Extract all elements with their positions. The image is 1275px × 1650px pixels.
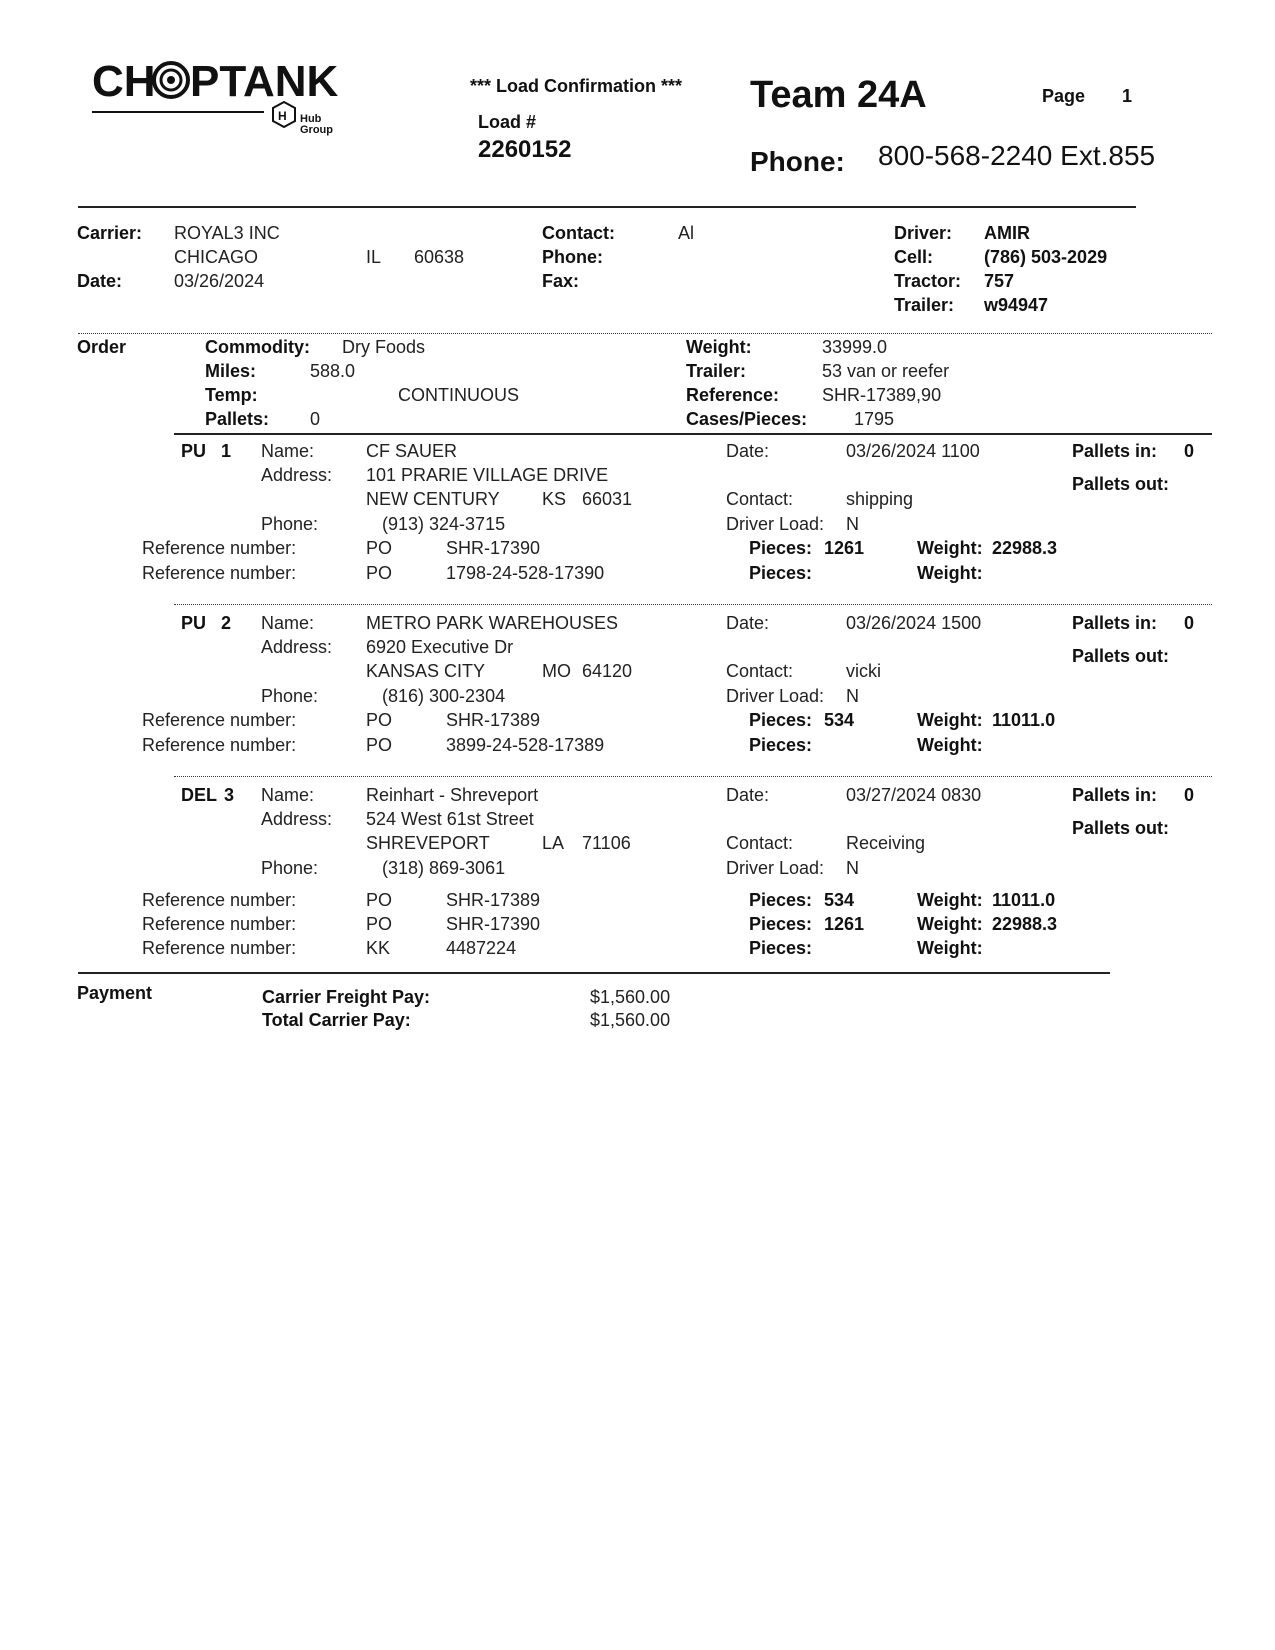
date-label: Date: <box>726 613 770 633</box>
driver-load-label: Driver Load: <box>726 686 825 706</box>
ref-number: SHR-17390 <box>446 914 541 934</box>
carrier-divider <box>78 333 1212 334</box>
trailer-value: w94947 <box>984 295 1049 315</box>
stop-name: CF SAUER <box>366 441 458 461</box>
stop-city: KANSAS CITY <box>366 661 486 681</box>
page-label: Page <box>1042 86 1086 106</box>
load-number: 2260152 <box>478 136 572 163</box>
phone-value: 800-568-2240 Ext.855 <box>878 140 1156 171</box>
stop-address: 6920 Executive Dr <box>366 637 514 657</box>
payment-section-label: Payment <box>77 983 153 1003</box>
miles-value: 588.0 <box>310 361 356 381</box>
ref-number: 1798-24-528-17390 <box>446 563 605 583</box>
ref-pieces: 534 <box>824 890 855 910</box>
date-label: Date: <box>726 785 770 805</box>
svg-text:H: H <box>278 109 287 123</box>
stop-state: KS <box>542 489 567 509</box>
pallets-in-label: Pallets in: <box>1072 785 1158 805</box>
stop-name: METRO PARK WAREHOUSES <box>366 613 619 633</box>
stop-driver-load: N <box>846 686 859 706</box>
driver-label: Driver: <box>894 223 953 243</box>
stop-address: 524 West 61st Street <box>366 809 534 829</box>
carrier-label: Carrier: <box>77 223 143 243</box>
stop-city: NEW CENTURY <box>366 489 500 509</box>
pallets-out-label: Pallets out: <box>1072 818 1170 838</box>
phone-label: Phone: <box>261 514 319 534</box>
cases-value: 1795 <box>854 409 895 429</box>
pallets-in-label: Pallets in: <box>1072 613 1158 633</box>
stop-type: DEL <box>181 785 217 805</box>
pieces-label: Pieces: <box>749 914 813 934</box>
phone-label: Phone: <box>261 858 319 878</box>
stop-date: 03/26/2024 1500 <box>846 613 982 633</box>
total-pay-value: $1,560.00 <box>590 1010 671 1030</box>
commodity-label: Commodity: <box>205 337 310 357</box>
weight-label: Weight: <box>917 710 983 730</box>
weight-label: Weight: <box>917 563 983 583</box>
weight-label: Weight: <box>917 914 983 934</box>
pallets-label: Pallets: <box>205 409 270 429</box>
pallets-in-value: 0 <box>1184 441 1195 461</box>
page-number: 1 <box>1122 86 1133 106</box>
weight-label: Weight: <box>917 735 983 755</box>
tractor-label: Tractor: <box>894 271 962 291</box>
ref-number: SHR-17389 <box>446 710 541 730</box>
commodity-value: Dry Foods <box>342 337 426 357</box>
carrier-phone-label: Phone: <box>542 247 603 267</box>
pallets-in-value: 0 <box>1184 613 1195 633</box>
svg-text:PTANK: PTANK <box>190 57 339 106</box>
address-label: Address: <box>261 809 333 829</box>
ref-type: PO <box>366 914 393 934</box>
weight-label: Weight: <box>917 538 983 558</box>
carrier-contact: Al <box>678 223 695 243</box>
contact-label: Contact: <box>726 833 794 853</box>
stop-name: Reinhart - Shreveport <box>366 785 539 805</box>
driver-load-label: Driver Load: <box>726 514 825 534</box>
stop-state: MO <box>542 661 571 681</box>
stop-driver-load: N <box>846 514 859 534</box>
stop-zip: 66031 <box>582 489 633 509</box>
reference-label: Reference number: <box>142 735 297 755</box>
stop-type: PU <box>181 613 207 633</box>
order-divider <box>174 433 1212 435</box>
ref-number: SHR-17390 <box>446 538 541 558</box>
phone-label: Phone: <box>261 686 319 706</box>
ref-weight: 11011.0 <box>992 710 1056 730</box>
ref-type: PO <box>366 735 393 755</box>
reference-label: Reference number: <box>142 710 297 730</box>
ref-pieces: 1261 <box>824 538 865 558</box>
reference-label: Reference number: <box>142 563 297 583</box>
ref-pieces: 1261 <box>824 914 865 934</box>
carrier-state: IL <box>366 247 382 267</box>
stop-address: 101 PRARIE VILLAGE DRIVE <box>366 465 609 485</box>
miles-label: Miles: <box>205 361 257 381</box>
stop-divider <box>174 776 1212 777</box>
header-divider <box>78 206 1136 208</box>
weight-label: Weight: <box>917 890 983 910</box>
reference-label: Reference number: <box>142 890 297 910</box>
pallets-in-value: 0 <box>1184 785 1195 805</box>
phone-label: Phone: <box>750 146 845 177</box>
stop-type: PU <box>181 441 207 461</box>
driver-cell: (786) 503-2029 <box>984 247 1108 267</box>
date-label: Date: <box>77 271 123 291</box>
ref-number: 4487224 <box>446 938 517 958</box>
ref-type: PO <box>366 890 393 910</box>
stop-contact: Receiving <box>846 833 926 853</box>
order-weight-label: Weight: <box>686 337 752 357</box>
pallets-out-label: Pallets out: <box>1072 646 1170 666</box>
team-name: Team 24A <box>750 74 927 116</box>
temp-label: Temp: <box>205 385 258 405</box>
ref-type: PO <box>366 710 393 730</box>
pieces-label: Pieces: <box>749 735 813 755</box>
cases-label: Cases/Pieces: <box>686 409 808 429</box>
order-weight-value: 33999.0 <box>822 337 888 357</box>
driver-name: AMIR <box>984 223 1030 243</box>
payment-divider <box>78 972 1110 974</box>
trailer-label: Trailer: <box>894 295 955 315</box>
stop-state: LA <box>542 833 565 853</box>
ref-weight: 22988.3 <box>992 914 1058 934</box>
ref-type: PO <box>366 538 393 558</box>
weight-label: Weight: <box>917 938 983 958</box>
ref-weight: 11011.0 <box>992 890 1056 910</box>
name-label: Name: <box>261 785 315 805</box>
carrier-date: 03/26/2024 <box>174 271 265 291</box>
stop-contact: vicki <box>846 661 881 681</box>
stop-phone: (913) 324-3715 <box>382 514 506 534</box>
tractor-value: 757 <box>984 271 1015 291</box>
pallets-out-label: Pallets out: <box>1072 474 1170 494</box>
stop-zip: 71106 <box>582 833 631 853</box>
total-pay-label: Total Carrier Pay: <box>262 1010 411 1030</box>
name-label: Name: <box>261 613 315 633</box>
name-label: Name: <box>261 441 315 461</box>
address-label: Address: <box>261 637 333 657</box>
reference-label: Reference number: <box>142 938 297 958</box>
stop-driver-load: N <box>846 858 859 878</box>
contact-label: Contact: <box>726 489 794 509</box>
pieces-label: Pieces: <box>749 538 813 558</box>
load-label: Load # <box>478 112 537 132</box>
ref-number: SHR-17389 <box>446 890 541 910</box>
stop-date: 03/27/2024 0830 <box>846 785 982 805</box>
stop-contact: shipping <box>846 489 914 509</box>
driver-load-label: Driver Load: <box>726 858 825 878</box>
pallets-in-label: Pallets in: <box>1072 441 1158 461</box>
cell-label: Cell: <box>894 247 934 267</box>
ref-pieces: 534 <box>824 710 855 730</box>
stop-phone: (318) 869-3061 <box>382 858 506 878</box>
carrier-city: CHICAGO <box>174 247 259 267</box>
reference-label: Reference number: <box>142 914 297 934</box>
stop-date: 03/26/2024 1100 <box>846 441 980 461</box>
order-section-label: Order <box>77 337 127 357</box>
stop-number: 1 <box>221 441 232 461</box>
pieces-label: Pieces: <box>749 890 813 910</box>
reference-label: Reference number: <box>142 538 297 558</box>
carrier-zip: 60638 <box>414 247 465 267</box>
ref-number: 3899-24-528-17389 <box>446 735 605 755</box>
pieces-label: Pieces: <box>749 938 813 958</box>
svg-text:CH: CH <box>92 57 156 106</box>
stop-number: 3 <box>224 785 235 805</box>
ref-weight: 22988.3 <box>992 538 1058 558</box>
freight-pay-value: $1,560.00 <box>590 987 671 1007</box>
order-trailer-value: 53 van or reefer <box>822 361 950 381</box>
temp-value: CONTINUOUS <box>398 385 519 405</box>
stop-city: SHREVEPORT <box>366 833 490 853</box>
freight-pay-label: Carrier Freight Pay: <box>262 987 431 1007</box>
order-trailer-label: Trailer: <box>686 361 747 381</box>
stop-zip: 64120 <box>582 661 633 681</box>
ref-type: PO <box>366 563 393 583</box>
stop-divider <box>174 604 1212 605</box>
pieces-label: Pieces: <box>749 710 813 730</box>
pallets-value: 0 <box>310 409 321 429</box>
contact-label: Contact: <box>726 661 794 681</box>
doc-title: *** Load Confirmation *** <box>470 76 683 96</box>
carrier-name: ROYAL3 INC <box>174 223 280 243</box>
address-label: Address: <box>261 465 333 485</box>
ref-type: KK <box>366 938 391 958</box>
pieces-label: Pieces: <box>749 563 813 583</box>
stop-phone: (816) 300-2304 <box>382 686 506 706</box>
contact-label: Contact: <box>542 223 615 243</box>
order-reference-label: Reference: <box>686 385 780 405</box>
date-label: Date: <box>726 441 770 461</box>
fax-label: Fax: <box>542 271 580 291</box>
order-reference-value: SHR-17389,90 <box>822 385 942 405</box>
stop-number: 2 <box>221 613 232 633</box>
logo-sub: Hub Group <box>300 113 333 136</box>
